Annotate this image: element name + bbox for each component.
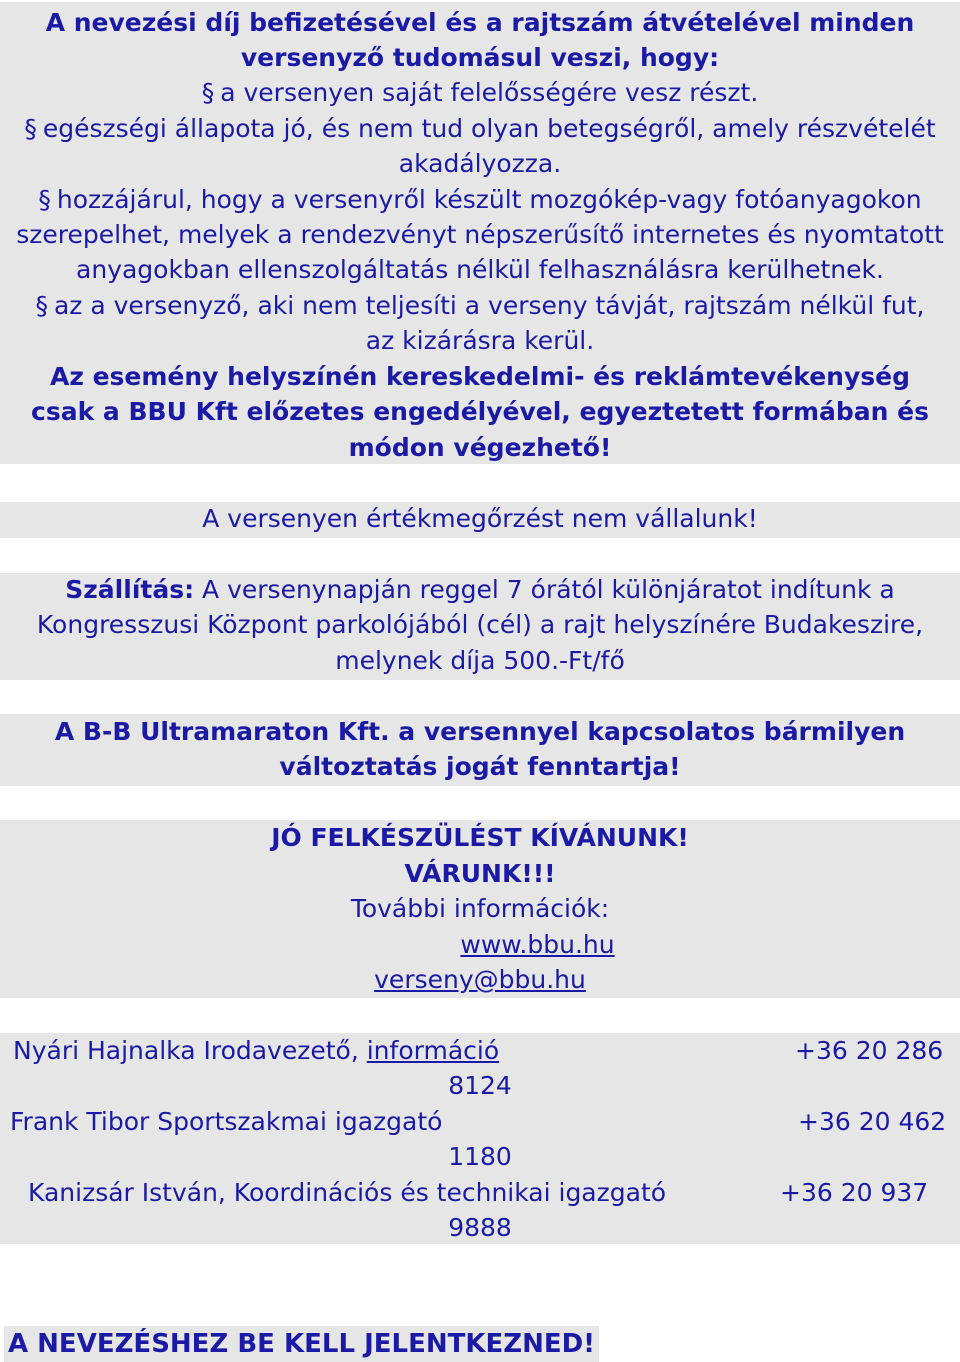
bullet-item-4: [0, 288, 960, 323]
email-row: [0, 962, 960, 997]
section-sign-icon: §: [24, 114, 37, 143]
contact-1-phone-cont: 8124: [448, 1071, 512, 1100]
contact-1-phone: +36 20 286: [795, 1036, 944, 1065]
bullet-item-3-cont-1: szerepelhet, melyek a rendezvényt népszerűsítő internetes és nyomtatott: [16, 220, 944, 249]
contact-3-phone: +36 20 937: [780, 1178, 929, 1207]
transport-text: A versenynapján reggel 7 órától különjáratot indítunk a: [202, 575, 895, 604]
bullet-item-3-cont-2: anyagokban ellenszolgáltatás nélkül felhasználásra kerülhetnek.: [76, 255, 884, 284]
section-sign-icon: §: [38, 185, 51, 214]
contact-2-name: Frank Tibor Sportszakmai igazgató: [10, 1107, 443, 1136]
valuables-notice: A versenyen értékmegőrzést nem vállalunk!: [202, 504, 758, 533]
wish-line: JÓ FELKÉSZÜLÉST KÍVÁNUNK!: [271, 823, 689, 852]
info-line: További információk:: [350, 894, 610, 923]
transport-line-1: [0, 572, 960, 607]
registration-notice: A NEVEZÉSHEZ BE KELL JELENTKEZNED!: [4, 1326, 599, 1362]
website-row: [0, 927, 960, 962]
bullet-item-4-cont: az kizárásra kerül.: [365, 326, 595, 355]
bullet-text: a versenyen saját felelősségére vesz részt.: [220, 78, 759, 107]
wait-line: VÁRUNK!!!: [404, 859, 556, 888]
bullet-text: egészségi állapota jó, és nem tud olyan betegségről, amely részvételét: [42, 114, 936, 143]
bullet-item-2-cont: akadályozza.: [398, 149, 562, 178]
commerce-line-1: Az esemény helyszínén kereskedelmi- és reklámtevékenység: [49, 362, 910, 391]
transport-line-2: Kongresszusi Központ parkolójából (cél) a rajt helyszínére Budakeszire,: [36, 610, 924, 639]
commerce-line-2: csak a BBU Kft előzetes engedélyével, egyeztetett formában és: [31, 397, 929, 426]
contact-3-phone-cont: 9888: [448, 1213, 512, 1242]
contact-2-phone: +36 20 462: [798, 1107, 947, 1136]
commerce-line-3: módon végezhető!: [348, 433, 612, 462]
intro-line-2: versenyző tudomásul veszi, hogy:: [240, 43, 720, 72]
bullet-text: az a versenyző, aki nem teljesíti a verseny távját, rajtszám nélkül fut,: [53, 291, 925, 320]
bullet-item-2: [0, 111, 960, 146]
intro-line-1: A nevezési díj befizetésével és a rajtszám átvételével minden: [45, 8, 915, 37]
contact-1-name: [13, 1033, 499, 1068]
contact-3-name: Kanizsár István, Koordinációs és technikai igazgató: [28, 1178, 667, 1207]
section-sign-icon: §: [201, 78, 215, 107]
email-link[interactable]: verseny@bbu.hu: [374, 965, 586, 994]
section-sign-icon: §: [35, 291, 48, 320]
rights-line-1: A B-B Ultramaraton Kft. a versennyel kapcsolatos bármilyen: [54, 717, 906, 746]
contact-2-phone-cont: 1180: [448, 1142, 512, 1171]
transport-label: Szállítás:: [65, 575, 195, 604]
website-link[interactable]: www.bbu.hu: [460, 930, 615, 959]
bullet-item-1: [0, 75, 960, 110]
contact-name-text: Nyári Hajnalka Irodavezető,: [13, 1036, 367, 1065]
bullet-text: hozzájárul, hogy a versenyről készült mozgókép-vagy fotóanyagokon: [56, 185, 922, 214]
bullet-item-3: [0, 182, 960, 217]
transport-line-3: melynek díja 500.-Ft/fő: [335, 646, 625, 675]
rights-line-2: változtatás jogát fenntartja!: [279, 752, 681, 781]
info-link[interactable]: információ: [366, 1036, 500, 1065]
